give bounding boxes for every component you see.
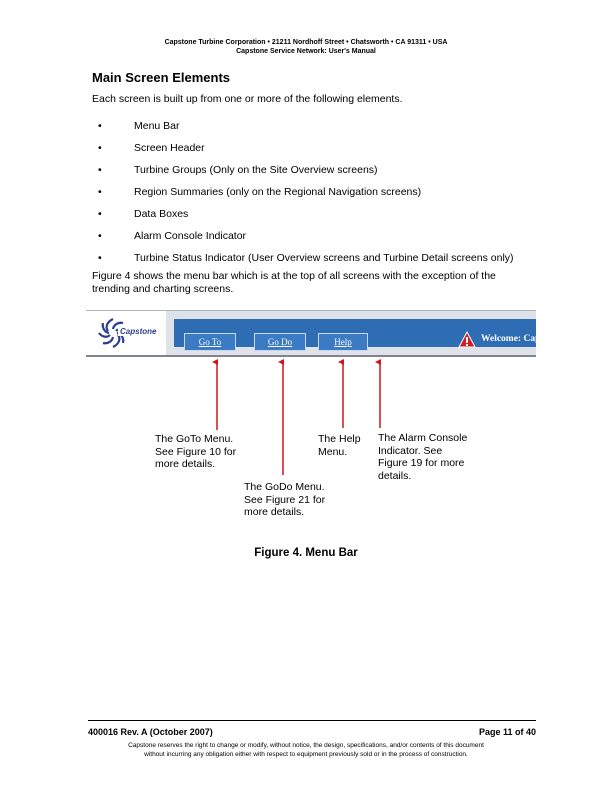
capstone-logo [86,311,166,355]
running-header-title: Capstone Service Network: User's Manual [236,48,376,55]
help-menu-button[interactable]: Help [318,333,368,351]
goto-menu-button[interactable]: Go To [184,333,236,351]
bullet-icon: • [98,142,102,154]
section-title: Main Screen Elements [92,70,230,85]
alarm-callout: The Alarm Console Indicator. See Figure 19 for more details. [378,432,468,482]
menu-bar [174,319,606,347]
godo-menu-button[interactable]: Go Do [254,333,306,351]
bullet-icon: • [98,164,102,176]
bullet-icon: • [98,230,102,242]
alarm-console-warning-icon[interactable] [458,331,476,349]
bullet-icon: • [98,252,102,264]
page-number: Page 11 of 40 [478,727,536,737]
bullet-icon: • [98,120,102,132]
section-intro: Each screen is built up from one or more of the following elements. [92,93,403,105]
footer-disclaimer: Capstone reserves the right to change or modify, without notice, the design, specifications, and/or contents of this document without incurring any obligation either with respect to equipment previously sold or in the process of construction. [128,742,484,758]
figure-caption: Figure 4. Menu Bar [254,547,358,559]
running-header-address: Capstone Turbine Corporation • 21211 Nordhoff Street • Chatsworth • CA 91311 • USA [164,39,448,46]
goto-callout: The GoTo Menu. See Figure 10 for more details. [155,433,237,470]
godo-callout: The GoDo Menu. See Figure 21 for more details. [244,481,326,518]
bullet-icon: • [98,186,102,198]
bullet-icon: • [98,208,102,220]
menu-bar-figure [86,310,606,357]
help-callout: The Help Menu. [318,433,361,458]
document-id: 400016 Rev. A (October 2007) [88,727,213,737]
footer-divider [88,720,536,721]
figure-intro-paragraph: Figure 4 shows the menu bar which is at the top of all screens with the exception of the trending and charting screens. [92,270,496,295]
logo-wordmark: Capstone [120,327,157,336]
welcome-user-label: Welcome: Capstone Superuser [481,334,606,344]
